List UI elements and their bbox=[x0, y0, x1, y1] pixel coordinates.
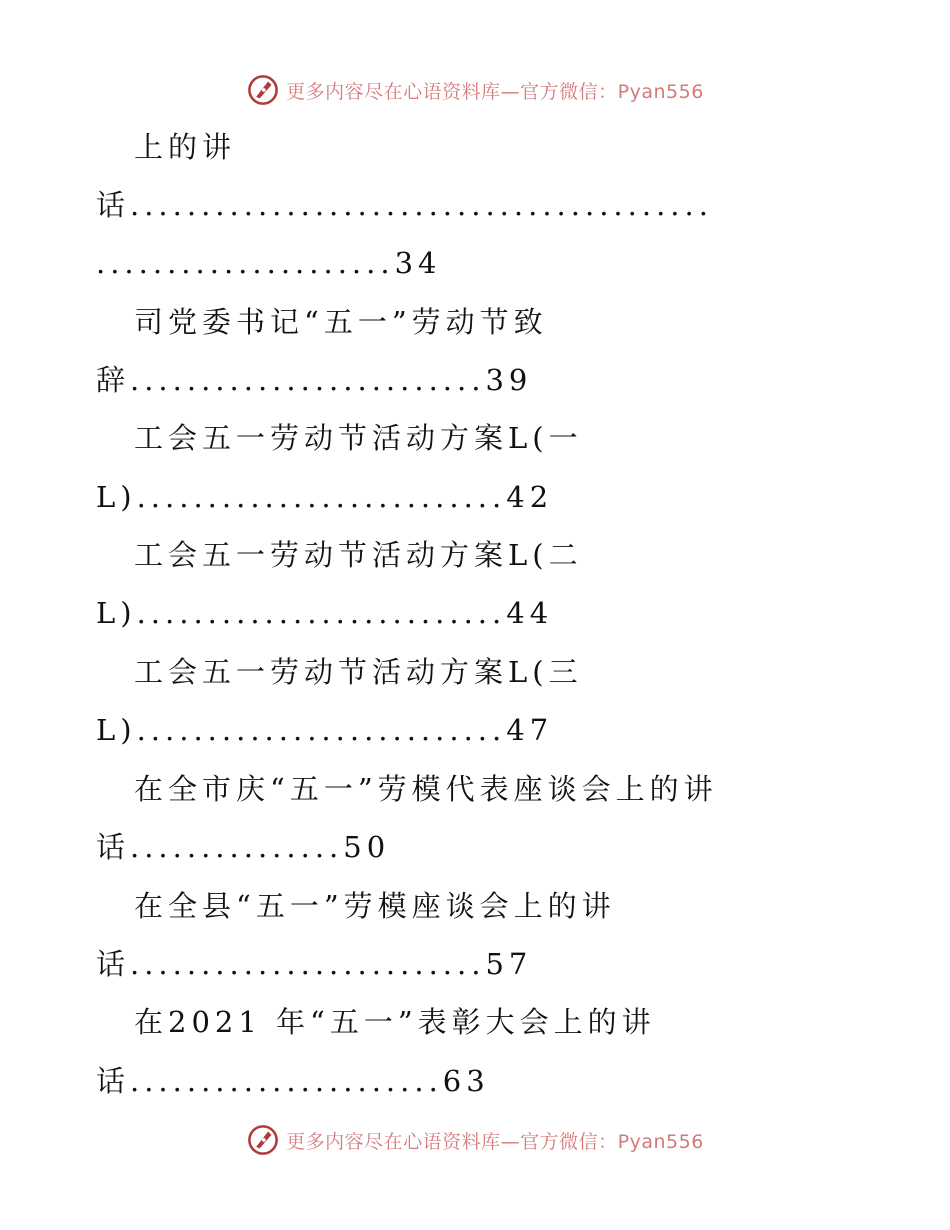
toc-line: 话......................63 bbox=[96, 1064, 490, 1098]
watermark-text: 更多内容尽在心语资料库—官方微信：Pyan556 bbox=[286, 80, 704, 103]
toc-line: 工会五一劳动节活动方案L(三 bbox=[134, 655, 583, 689]
toc-line: 在全县“五一”劳模座谈会上的讲 bbox=[134, 889, 616, 923]
toc-line: 在全市庆“五一”劳模代表座谈会上的讲 bbox=[134, 772, 718, 806]
pen-nib-logo-icon bbox=[246, 73, 280, 107]
toc-line: L)..........................44 bbox=[96, 596, 554, 630]
toc-line: 话.........................57 bbox=[96, 947, 533, 981]
toc-line: 辞.........................39 bbox=[96, 363, 533, 397]
toc-line: L)..........................47 bbox=[96, 713, 554, 747]
header-watermark bbox=[0, 70, 950, 110]
toc-line: 工会五一劳动节活动方案L(一 bbox=[134, 421, 583, 455]
watermark-text: 更多内容尽在心语资料库—官方微信：Pyan556 bbox=[286, 1130, 704, 1153]
toc-line: 话......................................... bbox=[96, 188, 713, 222]
toc-line: .....................34 bbox=[96, 246, 442, 280]
toc-line: L)..........................42 bbox=[96, 480, 554, 514]
toc-line: 话...............50 bbox=[96, 830, 391, 864]
toc-line: 上的讲 bbox=[134, 130, 237, 164]
toc-line: 司党委书记“五一”劳动节致 bbox=[134, 305, 548, 339]
toc-line: 工会五一劳动节活动方案L(二 bbox=[134, 538, 583, 572]
footer-watermark bbox=[0, 1120, 950, 1160]
toc-line: 在2021 年“五一”表彰大会上的讲 bbox=[134, 1005, 656, 1039]
pen-nib-logo-icon bbox=[246, 1123, 280, 1157]
